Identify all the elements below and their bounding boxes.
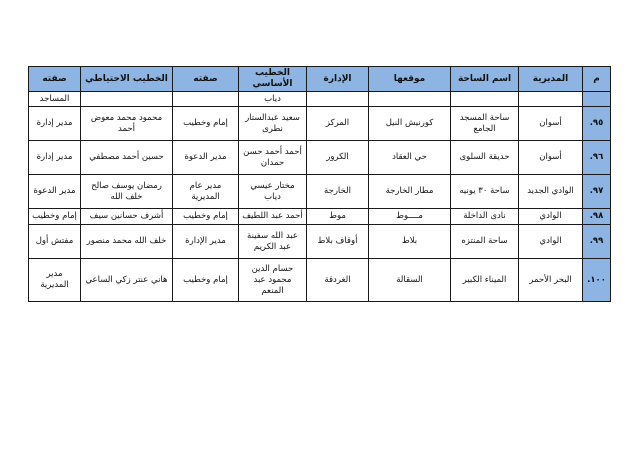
table-row [29,259,611,302]
cell-main-preacher: أحمد أحمد حسن حمدان [239,141,307,175]
cell-location: كورنيش النيل [369,107,451,141]
cell-admin: الخارجة [307,175,369,209]
cell-backup-preacher: خلف الله محمد منصور [81,225,173,259]
cell-square: الميناء الكبير [451,259,519,302]
cell-num: .٩٨ [583,209,611,225]
table-row [29,209,611,225]
cell-directorate: أسوان [519,107,583,141]
cell-directorate [519,92,583,107]
header-backup-preacher: الخطيب الاحتياطي [81,67,173,92]
header-num: م [583,67,611,92]
cell-main-role: مدير عام المديرية [173,175,239,209]
cell-admin [307,92,369,107]
header-location: موقعها [369,67,451,92]
header-main-preacher: الخطيب الأساسي [239,67,307,92]
cell-location: مــــوط [369,209,451,225]
cell-backup-preacher: هاني عنتر زكي الساعي [81,259,173,302]
header-row [29,67,611,92]
cell-admin: موط [307,209,369,225]
table-row-continued [29,92,611,107]
cell-location: مطار الخارجة [369,175,451,209]
cell-square: حديقة السلوى [451,141,519,175]
cell-square: ساحة المنتزه [451,225,519,259]
cell-square: نادى الداخلة [451,209,519,225]
cell-location [369,92,451,107]
cell-main-preacher: مختار عيسي دياب [239,175,307,209]
cell-main-preacher: دياب [239,92,307,107]
table-row [29,175,611,209]
cell-location: السقالة [369,259,451,302]
header-main-role: صفته [173,67,239,92]
cell-num: .٩٧ [583,175,611,209]
cell-square: ساحة المسجد الجامع [451,107,519,141]
cell-location: بلاط [369,225,451,259]
cell-num: .٩٥ [583,107,611,141]
cell-main-role: إمام وخطيب [173,259,239,302]
cell-directorate: الوادي [519,225,583,259]
preachers-table-sheet [28,66,610,302]
cell-num: .٩٩ [583,225,611,259]
table-row [29,107,611,141]
cell-square [451,92,519,107]
cell-backup-role: المساجد [29,92,81,107]
cell-admin: الغردقة [307,259,369,302]
cell-num [583,92,611,107]
cell-backup-role: مدير الدعوة [29,175,81,209]
cell-directorate: البحر الأحمر [519,259,583,302]
cell-backup-role: إمام وخطيب [29,209,81,225]
cell-location: حي العقاد [369,141,451,175]
cell-backup-role: مدير إدارة [29,107,81,141]
cell-admin: المركز [307,107,369,141]
cell-main-role: إمام وخطيب [173,107,239,141]
cell-main-preacher: حسام الدين محمود عبد المنعم [239,259,307,302]
cell-backup-preacher: أشرف حسانين سيف [81,209,173,225]
cell-backup-preacher: رمضان يوسف صالح خلف الله [81,175,173,209]
cell-square: ساحة ٣٠ يونيه [451,175,519,209]
cell-admin: الكرور [307,141,369,175]
cell-admin: أوقاف بلاط [307,225,369,259]
cell-directorate: الوادي [519,209,583,225]
cell-backup-preacher [81,92,173,107]
cell-main-preacher: سعيد عبدالستار نطرى [239,107,307,141]
header-square: اسم الساحة [451,67,519,92]
cell-backup-role: مدير المديرية [29,259,81,302]
cell-main-role [173,92,239,107]
preachers-table [28,66,611,302]
cell-backup-role: مفتش أول [29,225,81,259]
cell-backup-preacher: حسين أحمد مصطفي [81,141,173,175]
cell-backup-preacher: محمود محمد معوض أحمد [81,107,173,141]
cell-backup-role: مدير إدارة [29,141,81,175]
header-backup-role: صفته [29,67,81,92]
header-directorate: المديرية [519,67,583,92]
cell-main-role: إمام وخطيب [173,209,239,225]
cell-main-preacher: أحمد عبد اللطيف [239,209,307,225]
table-row [29,141,611,175]
cell-main-preacher: عبد الله سفينة عبد الكريم [239,225,307,259]
cell-directorate: أسوان [519,141,583,175]
table-row [29,225,611,259]
cell-num: .١٠٠ [583,259,611,302]
header-admin: الإدارة [307,67,369,92]
cell-directorate: الوادي الجديد [519,175,583,209]
cell-main-role: مدير الدعوة [173,141,239,175]
cell-num: .٩٦ [583,141,611,175]
cell-main-role: مدير الإدارة [173,225,239,259]
